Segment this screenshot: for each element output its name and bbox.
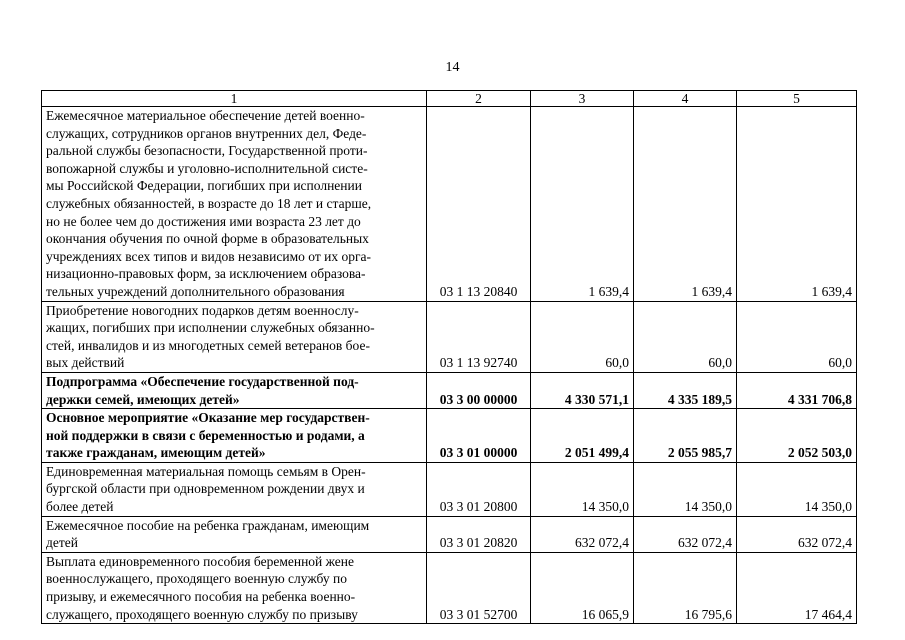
description-line: Единовременная материальная помощь семьям в Орен- (46, 463, 366, 479)
table-body (42, 107, 857, 624)
row-description (42, 301, 427, 372)
description-line: окончания обучения по очной форме в образовательных (46, 231, 369, 247)
description-line: вопожарной службы и уголовно-исполнительной систе- (46, 160, 368, 176)
description-line: служащих, сотрудников органов внутренних дел, Феде- (46, 125, 367, 141)
value-col-3: 16 065,9 (531, 552, 634, 623)
row-code: 03 3 00 00000 (427, 372, 531, 408)
description-line: держки семей, имеющих детей» (46, 391, 240, 407)
value-col-5: 17 464,4 (737, 552, 857, 623)
value-col-4: 2 055 985,7 (634, 409, 737, 463)
description-line: Выплата единовременного пособия беременной жене (46, 553, 355, 569)
description-line: вых действий (46, 355, 125, 371)
value-col-3: 14 350,0 (531, 462, 634, 516)
row-code: 03 1 13 20840 (427, 107, 531, 302)
description-line: Основное мероприятие «Оказание мер государствен- (46, 410, 370, 426)
value-col-4: 60,0 (634, 301, 737, 372)
value-col-5: 2 052 503,0 (737, 409, 857, 463)
description-line: бургской области при одновременном рождении двух и (46, 481, 365, 497)
column-header: 5 (737, 91, 857, 107)
value-col-3: 1 639,4 (531, 107, 634, 302)
description-line: Приобретение новогодних подарков детям военнослу- (46, 302, 359, 318)
table-header-row (42, 91, 857, 107)
value-col-5: 4 331 706,8 (737, 372, 857, 408)
row-code: 03 3 01 52700 (427, 552, 531, 623)
row-code: 03 3 01 20800 (427, 462, 531, 516)
description-line: ной поддержки в связи с беременностью и родами, а (46, 427, 365, 443)
value-col-4: 14 350,0 (634, 462, 737, 516)
value-col-4: 632 072,4 (634, 516, 737, 552)
description-line: также гражданам, имеющим детей» (46, 445, 266, 461)
table-row (42, 516, 857, 552)
value-col-3: 2 051 499,4 (531, 409, 634, 463)
value-col-3: 60,0 (531, 301, 634, 372)
description-line: но не более чем до достижения ими возраста 23 лет до (46, 213, 361, 229)
value-col-5: 1 639,4 (737, 107, 857, 302)
table-row (42, 552, 857, 623)
table-row (42, 301, 857, 372)
description-line: мы Российской Федерации, погибших при исполнении (46, 178, 362, 194)
description-line: учреждениях всех типов и видов независимо от их орга- (46, 248, 371, 264)
description-line: военнослужащего, проходящего военную службу по (46, 571, 347, 587)
description-line: ральной службы безопасности, Государственной проти- (46, 143, 368, 159)
row-code: 03 1 13 92740 (427, 301, 531, 372)
value-col-5: 632 072,4 (737, 516, 857, 552)
description-line: Ежемесячное пособие на ребенка гражданам, имеющим (46, 517, 370, 533)
table-row (42, 372, 857, 408)
page-number: 14 (445, 60, 460, 75)
row-description (42, 516, 427, 552)
value-col-3: 4 330 571,1 (531, 372, 634, 408)
description-line: стей, инвалидов и из многодетных семей ветеранов бое- (46, 337, 370, 353)
description-line: Подпрограмма «Обеспечение государственной под- (46, 373, 359, 389)
row-code: 03 3 01 20820 (427, 516, 531, 552)
description-line: призыву, и ежемесячного пособия на ребенка военно- (46, 589, 356, 605)
value-col-5: 60,0 (737, 301, 857, 372)
value-col-4: 16 795,6 (634, 552, 737, 623)
description-line: низационно-правовых форм, за исключением образова- (46, 266, 366, 282)
table-row (42, 409, 857, 463)
table-row (42, 462, 857, 516)
column-header: 4 (634, 91, 737, 107)
row-description (42, 409, 427, 463)
description-line: жащих, погибших при исполнении служебных обязанно- (46, 320, 375, 336)
row-description (42, 462, 427, 516)
value-col-5: 14 350,0 (737, 462, 857, 516)
value-col-3: 632 072,4 (531, 516, 634, 552)
table-row (42, 107, 857, 302)
description-line: детей (46, 535, 78, 551)
row-description (42, 552, 427, 623)
description-line: служащего, проходящего военную службу по призыву (46, 606, 358, 622)
value-col-4: 1 639,4 (634, 107, 737, 302)
row-description (42, 107, 427, 302)
row-description (42, 372, 427, 408)
budget-table (41, 90, 857, 624)
description-line: Ежемесячное материальное обеспечение детей военно- (46, 108, 365, 123)
column-header: 3 (531, 91, 634, 107)
value-col-4: 4 335 189,5 (634, 372, 737, 408)
column-header: 2 (427, 91, 531, 107)
description-line: служебных обязанностей, в возрасте до 18 лет и старше, (46, 195, 372, 211)
description-line: более детей (46, 499, 114, 515)
column-header: 1 (42, 91, 427, 107)
description-line: тельных учреждений дополнительного образования (46, 283, 345, 299)
row-code: 03 3 01 00000 (427, 409, 531, 463)
